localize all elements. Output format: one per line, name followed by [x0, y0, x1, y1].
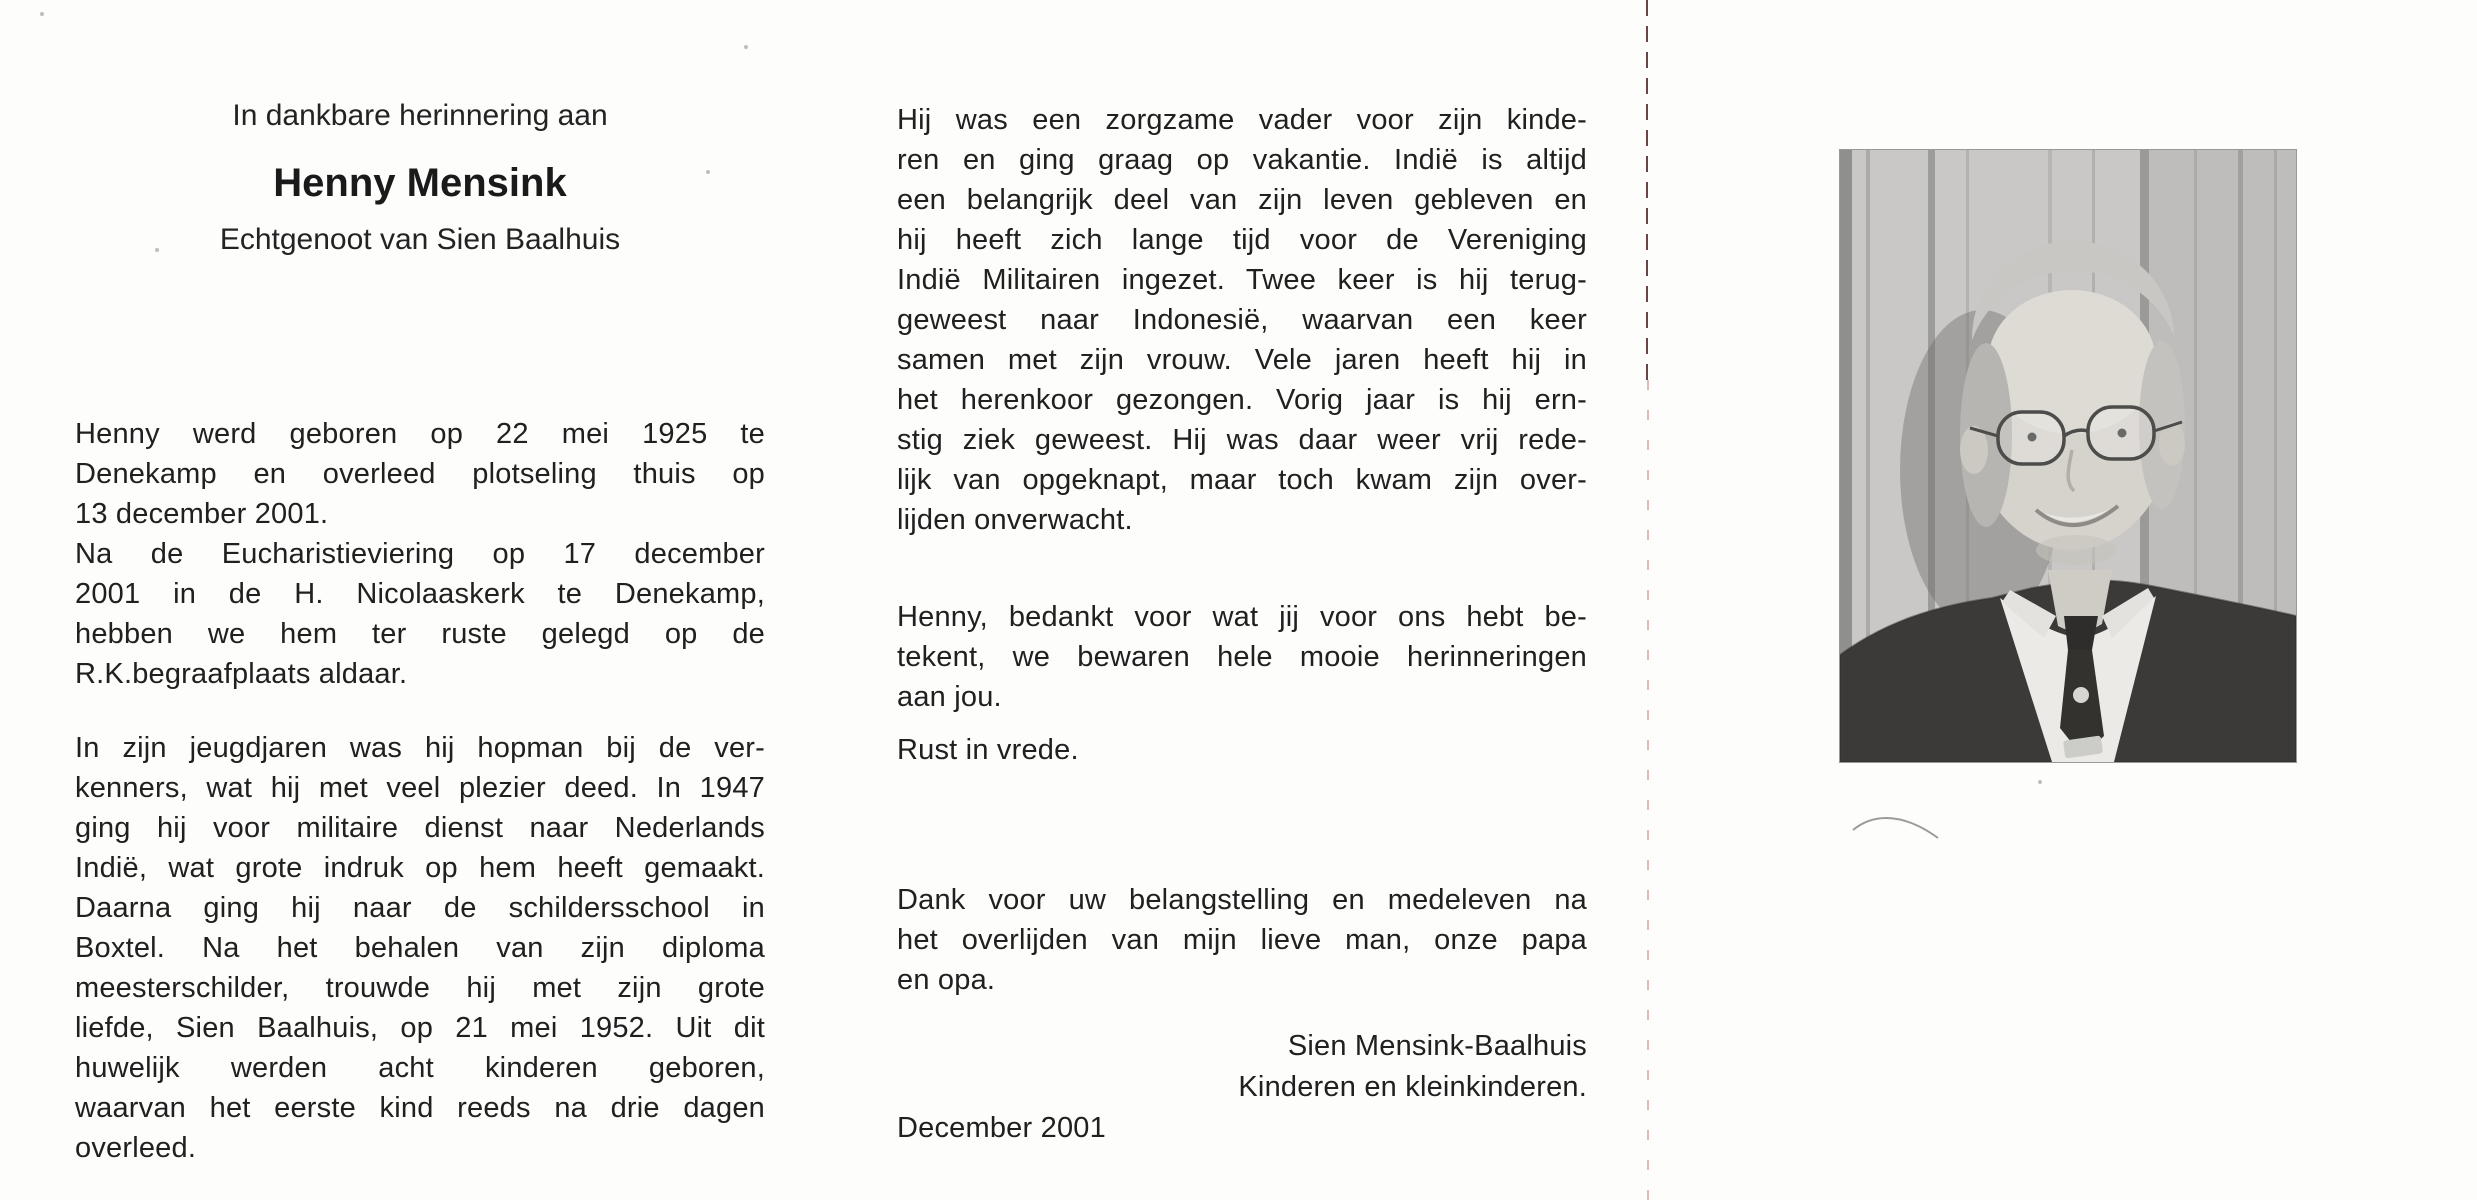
- scan-speck: [2038, 780, 2042, 784]
- text-line: een belangrijk deel van zijn leven gebleven en: [897, 184, 1587, 216]
- text-line: samen met zijn vrouw. Vele jaren heeft hij in: [897, 344, 1587, 376]
- text-line: R.K.begraafplaats aldaar.: [75, 658, 408, 690]
- text-line: aan jou.: [897, 681, 1002, 713]
- text-line: Henny werd geboren op 22 mei 1925 te: [75, 418, 765, 450]
- text-line: hij heeft zich lange tijd voor de Vereniging: [897, 224, 1587, 256]
- scan-speck: [155, 248, 159, 252]
- deceased-name: Henny Mensink: [273, 161, 567, 205]
- fold-crease-line-bottom: [1647, 380, 1649, 1200]
- text-line: Denekamp en overleed plotseling thuis op: [75, 458, 765, 490]
- signature-family: Kinderen en kleinkinderen.: [1238, 1071, 1587, 1103]
- text-line: Dank voor uw belangstelling en medeleven na: [897, 884, 1587, 916]
- text-line: hebben we hem ter ruste gelegd op de: [75, 618, 765, 650]
- text-line: Indië Militairen ingezet. Twee keer is hij terug-: [897, 264, 1587, 296]
- signature-block: [897, 1026, 1609, 1108]
- paragraph-funeral: [75, 534, 765, 694]
- text-line: Indië, wat grote indruk op hem heeft gemaakt.: [75, 852, 765, 884]
- scan-speck: [744, 45, 748, 49]
- header-intro: In dankbare herinnering aan: [232, 99, 608, 132]
- paragraph-birth-death: [75, 414, 765, 534]
- date-line: December 2001: [897, 1112, 1106, 1144]
- text-line: waarvan het eerste kind reeds na drie dagen: [75, 1092, 765, 1124]
- text-line: liefde, Sien Baalhuis, op 21 mei 1952. Uit dit: [75, 1012, 765, 1044]
- text-line: Hij was een zorgzame vader voor zijn kinde-: [897, 104, 1587, 136]
- scan-speck: [40, 12, 44, 16]
- paragraph-life-story: [75, 728, 765, 1168]
- text-line: huwelijk werden acht kinderen geboren,: [75, 1052, 765, 1084]
- text-line: Na de Eucharistieviering op 17 december: [75, 538, 765, 570]
- rest-in-peace-line: Rust in vrede.: [897, 734, 1079, 766]
- text-line: geweest naar Indonesië, waarvan een keer: [897, 304, 1587, 336]
- text-line: kenners, wat hij met veel plezier deed. In 1947: [75, 772, 765, 804]
- text-line: Henny, bedankt voor wat jij voor ons hebt be-: [897, 601, 1587, 633]
- text-line: en opa.: [897, 964, 996, 996]
- text-line: Daarna ging hij naar de schildersschool in: [75, 892, 765, 924]
- text-line: het overlijden van mijn lieve man, onze papa: [897, 924, 1587, 956]
- text-line: ren en ging graag op vakantie. Indië is altijd: [897, 144, 1587, 176]
- text-line: Boxtel. Na het behalen van zijn diploma: [75, 932, 765, 964]
- scan-speck: [706, 170, 710, 174]
- text-line: stig ziek geweest. Hij was daar weer vrij rede-: [897, 424, 1587, 456]
- header-subtitle: Echtgenoot van Sien Baalhuis: [219, 223, 621, 256]
- text-line: meesterschilder, trouwde hij met zijn grote: [75, 972, 765, 1004]
- text-line: 2001 in de H. Nicolaaskerk te Denekamp,: [75, 578, 765, 610]
- text-line: tekent, we bewaren hele mooie herinneringen: [897, 641, 1587, 673]
- signature-name: Sien Mensink-Baalhuis: [1287, 1030, 1587, 1062]
- fold-crease-line-top: [1646, 0, 1648, 380]
- scan-curve-artifact: [1850, 808, 1942, 850]
- text-line: 13 december 2001.: [75, 498, 329, 530]
- text-line: het herenkoor gezongen. Vorig jaar is hij ern-: [897, 384, 1587, 416]
- text-line: overleed.: [75, 1132, 197, 1164]
- text-line: lijden onverwacht.: [897, 504, 1133, 536]
- portrait-photo: [1840, 150, 2296, 762]
- text-line: ging hij voor militaire dienst naar Nederlands: [75, 812, 765, 844]
- paragraph-father: [897, 100, 1587, 540]
- card-header: [75, 98, 765, 258]
- paragraph-gratitude: [897, 597, 1587, 717]
- text-line: In zijn jeugdjaren was hij hopman bij de ver-: [75, 732, 765, 764]
- paragraph-thanks: [897, 880, 1587, 1000]
- text-line: lijk van opgeknapt, maar toch kwam zijn over-: [897, 464, 1587, 496]
